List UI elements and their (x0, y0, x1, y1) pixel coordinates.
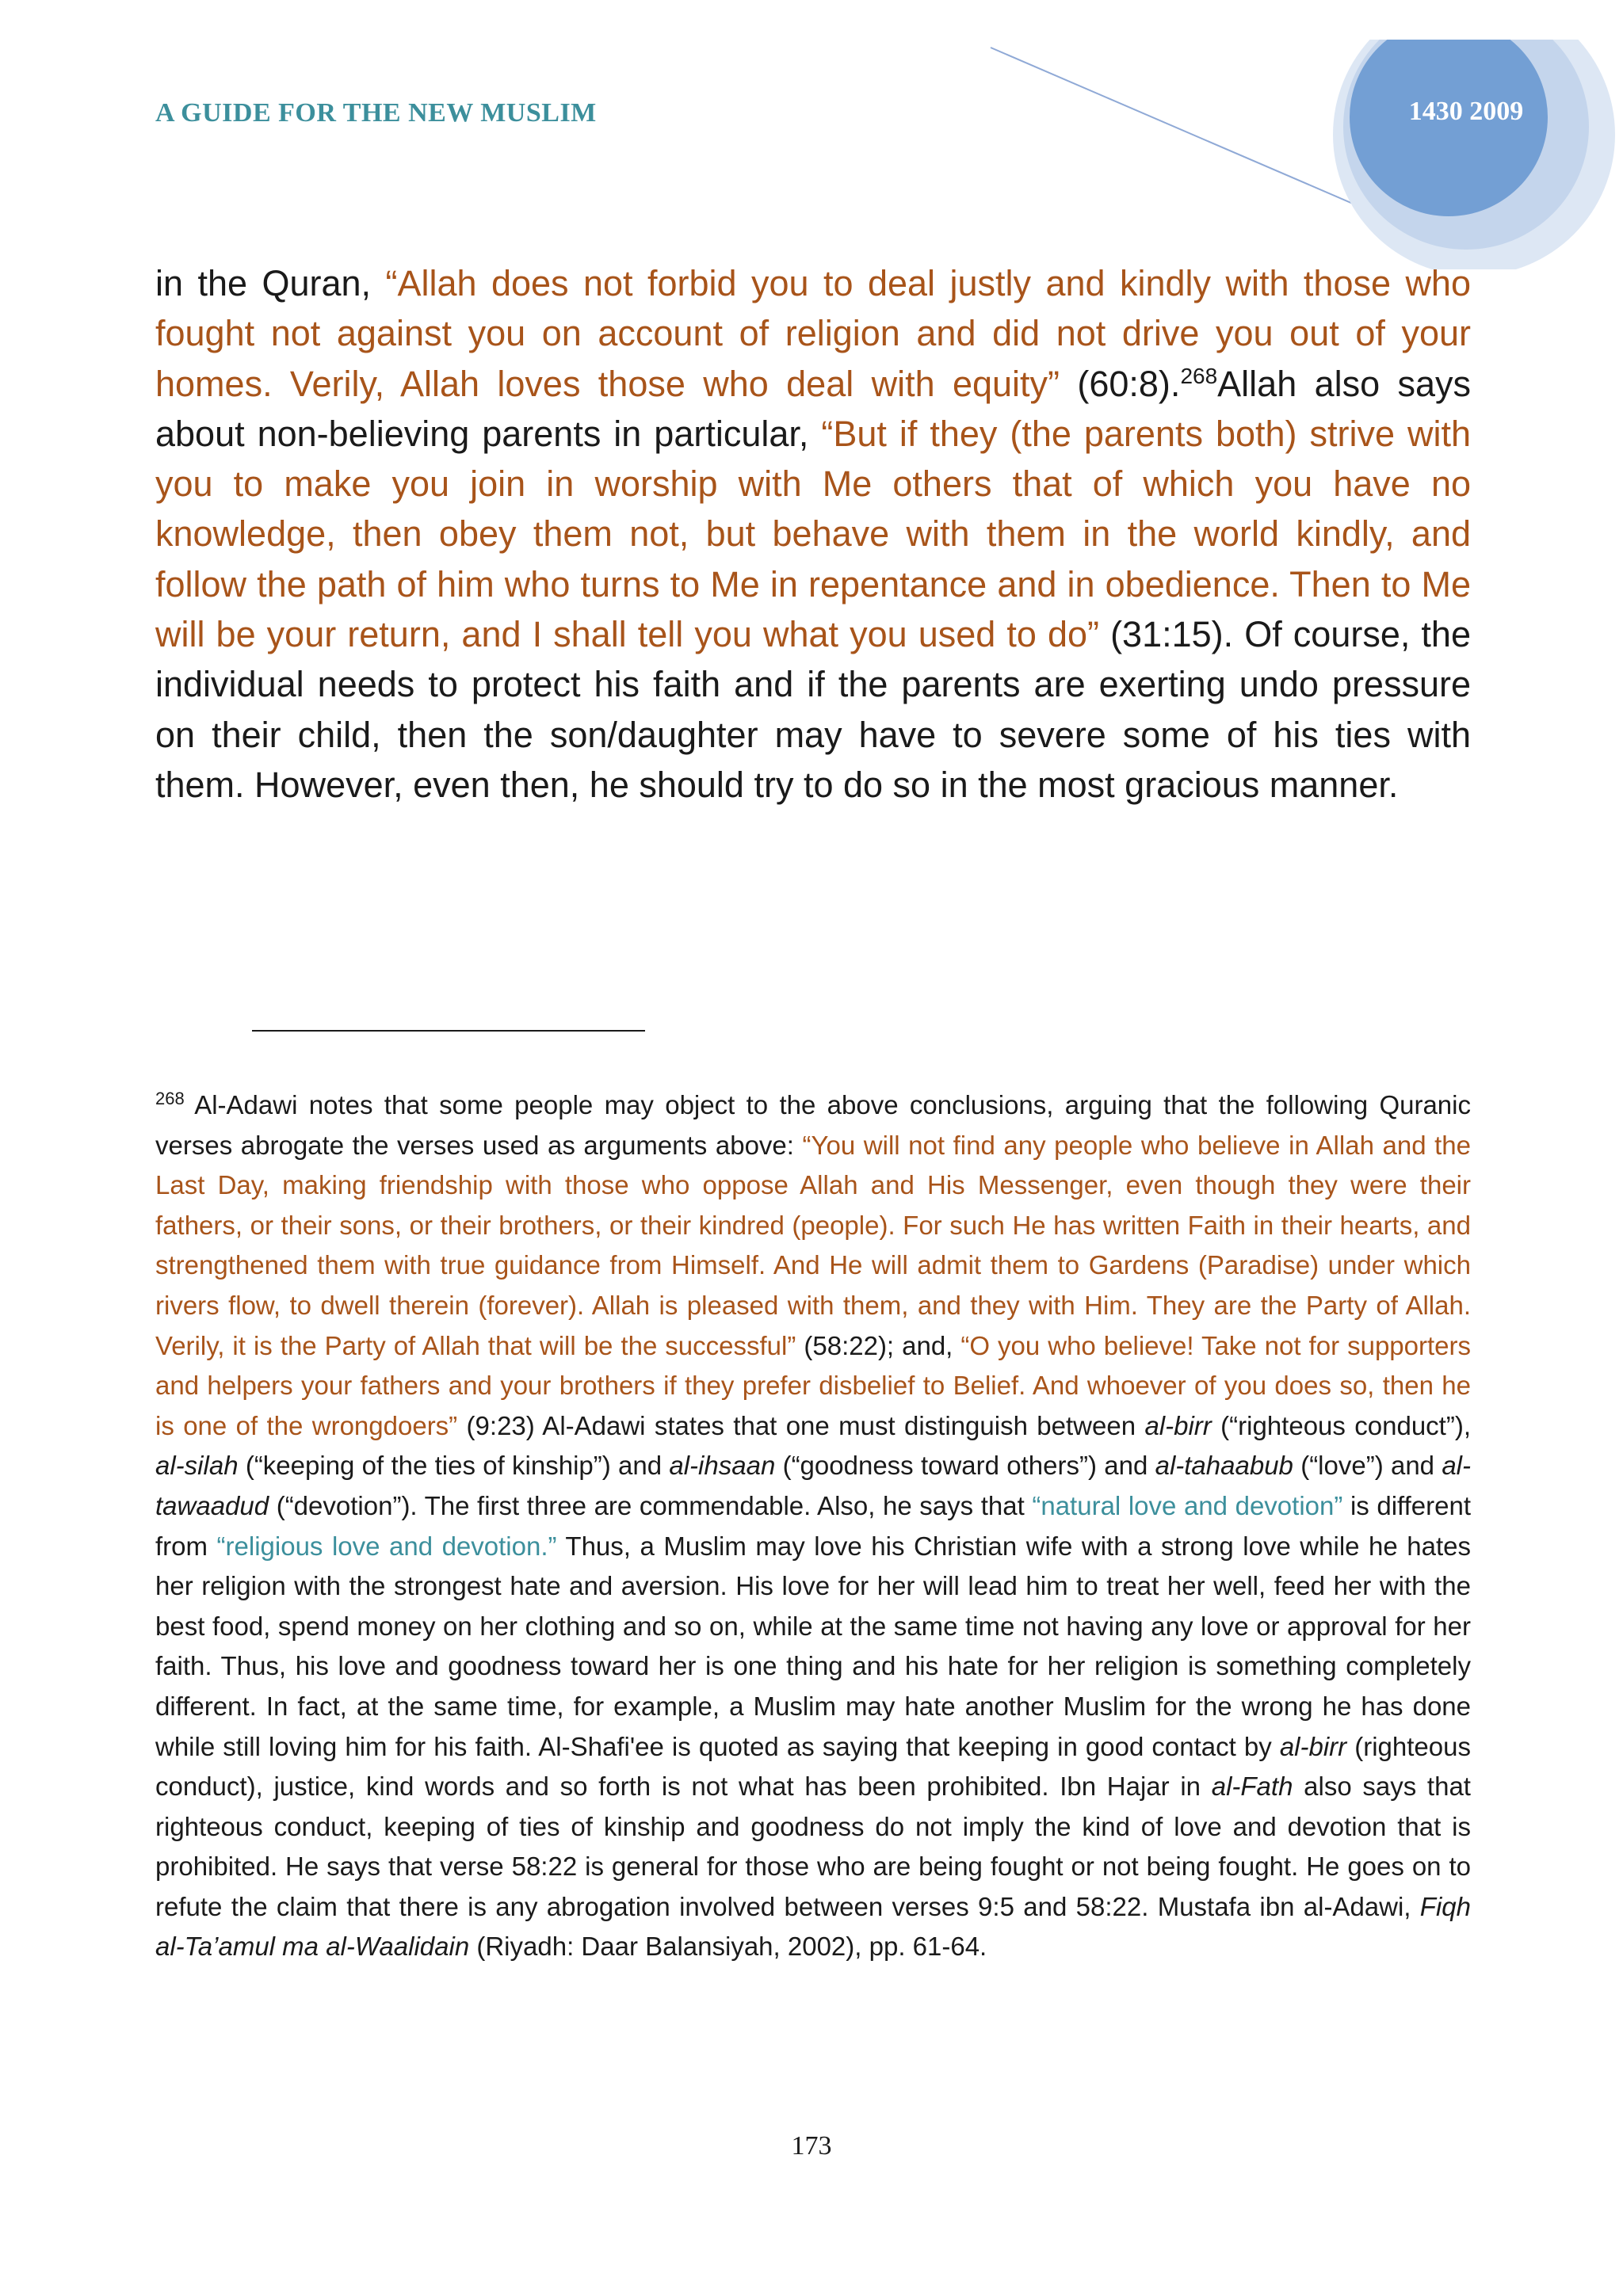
footnote-term: al-ihsaan (669, 1451, 776, 1481)
footnote-quote: “You will not find any people who believe in Allah and the Last Day, making friendship with those who oppose Allah and His Messenger, even though they were their fathers, or their sons, or their brothers, or their kindred (people). For such He has written Faith in their hearts, and strengthened them with true guidance from Himself. And He will admit them to Gardens (Paradise) under which rivers flow, to dwell therein (forever). Allah is pleased with them, and they with Him. They are the Party of Allah. Verily, it is the Party of Allah that will be the successful” (155, 1130, 1472, 1360)
body-paragraph (155, 258, 1471, 810)
footnote-text: (“love”) and (1293, 1451, 1442, 1481)
footnote-term: al-Fath (1211, 1772, 1293, 1802)
body-text: Allah also says about non-believing parents in particular, (155, 363, 1471, 454)
footnote-text: is different from (155, 1490, 1471, 1561)
header-year: 1430 2009 (1408, 97, 1524, 126)
footnote-highlight: “natural love and devotion” (1032, 1490, 1343, 1520)
header-title: A GUIDE FOR THE NEW MUSLIM (155, 98, 597, 128)
footnote-quote: “O you who believe! Take not for supporters and helpers your fathers and your brothers if they prefer disbelief to Belief. And whoever of you does so, then he is one of the wrongdoers” (155, 1330, 1471, 1440)
footnote-text: (“righteous conduct”), (1211, 1410, 1471, 1440)
footnote-highlight: “religious love and devotion.” (216, 1531, 557, 1561)
footnote-term: al-tahaabub (1155, 1451, 1293, 1481)
footnote-separator (252, 1030, 645, 1032)
footnote-text: (“keeping of the ties of kinship”) and (238, 1451, 670, 1481)
footnote-text: Al-Adawi notes that some people may object to the above conclusions, arguing that the following Quranic verses abrogate the verses used as arguments above: (155, 1090, 1471, 1160)
footnote-text: (“devotion”). The first three are commendable. Also, he says that (269, 1490, 1033, 1520)
footnote-text: Thus, a Muslim may love his Christian wife with a strong love while he hates her religion with the strongest hate and aversion. His love for her will lead him to treat her well, feed her with the best food, spend money on her clothing and so on, while at the same time not having any love or approval for her faith. Thus, his love and goodness toward her is one thing and his hate for her religion is something completely different. In fact, at the same time, for example, a Muslim may hate another Muslim for the wrong he has done while still loving him for his faith. Al-Shafi'ee is quoted as saying that keeping in good contact by (155, 1531, 1471, 1761)
footnote-text: (“goodness toward others”) and (775, 1451, 1155, 1481)
quran-quote: “But if they (the parents both) strive with you to make you join in worship with Me others that of which you have no knowledge, then obey them not, but behave with them in the world kindly, and follow the path of him who turns to Me in repentance and in obedience. Then to Me will be your return, and I shall tell you what you used to do” (155, 413, 1471, 655)
footnote-text: also says that righteous conduct, keeping of ties of kinship and goodness do not imply the kind of love and devotion that is prohibited. He says that verse 58:22 is general for those who are being fought or not being fought. He goes on to refute the claim that there is any abrogation involved between verses 9:5 and 58:22. Mustafa ibn al-Adawi, (155, 1772, 1471, 1921)
footnote (155, 1085, 1471, 1967)
body-text: (31:15). Of course, the individual needs to protect his faith and if the parents are exerting undo pressure on their child, then the son/daughter may have to severe some of his ties with them. However, even then, he should try to do so in the most gracious manner. (155, 614, 1471, 805)
footnote-book-title: Fiqh al-Ta’amul ma al-Waalidain (155, 1891, 1471, 1962)
footnote-number: 268 (155, 1089, 185, 1108)
footnote-term: al-tawaadud (155, 1451, 1471, 1520)
body-text: (60:8). (1060, 363, 1181, 404)
footnote-term: al-birr (1279, 1731, 1347, 1761)
footnote-term: al-silah (155, 1451, 239, 1481)
footnote-text: (Riyadh: Daar Balansiyah, 2002), pp. 61-64. (469, 1932, 987, 1962)
body-text: in the Quran, (155, 263, 386, 303)
footnote-term: al-birr (1144, 1410, 1212, 1440)
footnote-reference[interactable]: 268 (1180, 363, 1218, 388)
quran-quote: “Allah does not forbid you to deal justly and kindly with those who fought not against you on account of religion and did not drive you out of your homes. Verily, Allah loves those who deal with equity” (155, 263, 1471, 404)
footnote-text: (58:22); and, (796, 1330, 961, 1360)
footnote-text: (righteous conduct), justice, kind words and so forth is not what has been prohibited. Ibn Hajar in (155, 1731, 1471, 1802)
page-number: 173 (791, 2131, 832, 2161)
footnote-text: (9:23) Al-Adawi states that one must distinguish between (457, 1410, 1145, 1440)
header-decoration (975, 40, 1623, 269)
